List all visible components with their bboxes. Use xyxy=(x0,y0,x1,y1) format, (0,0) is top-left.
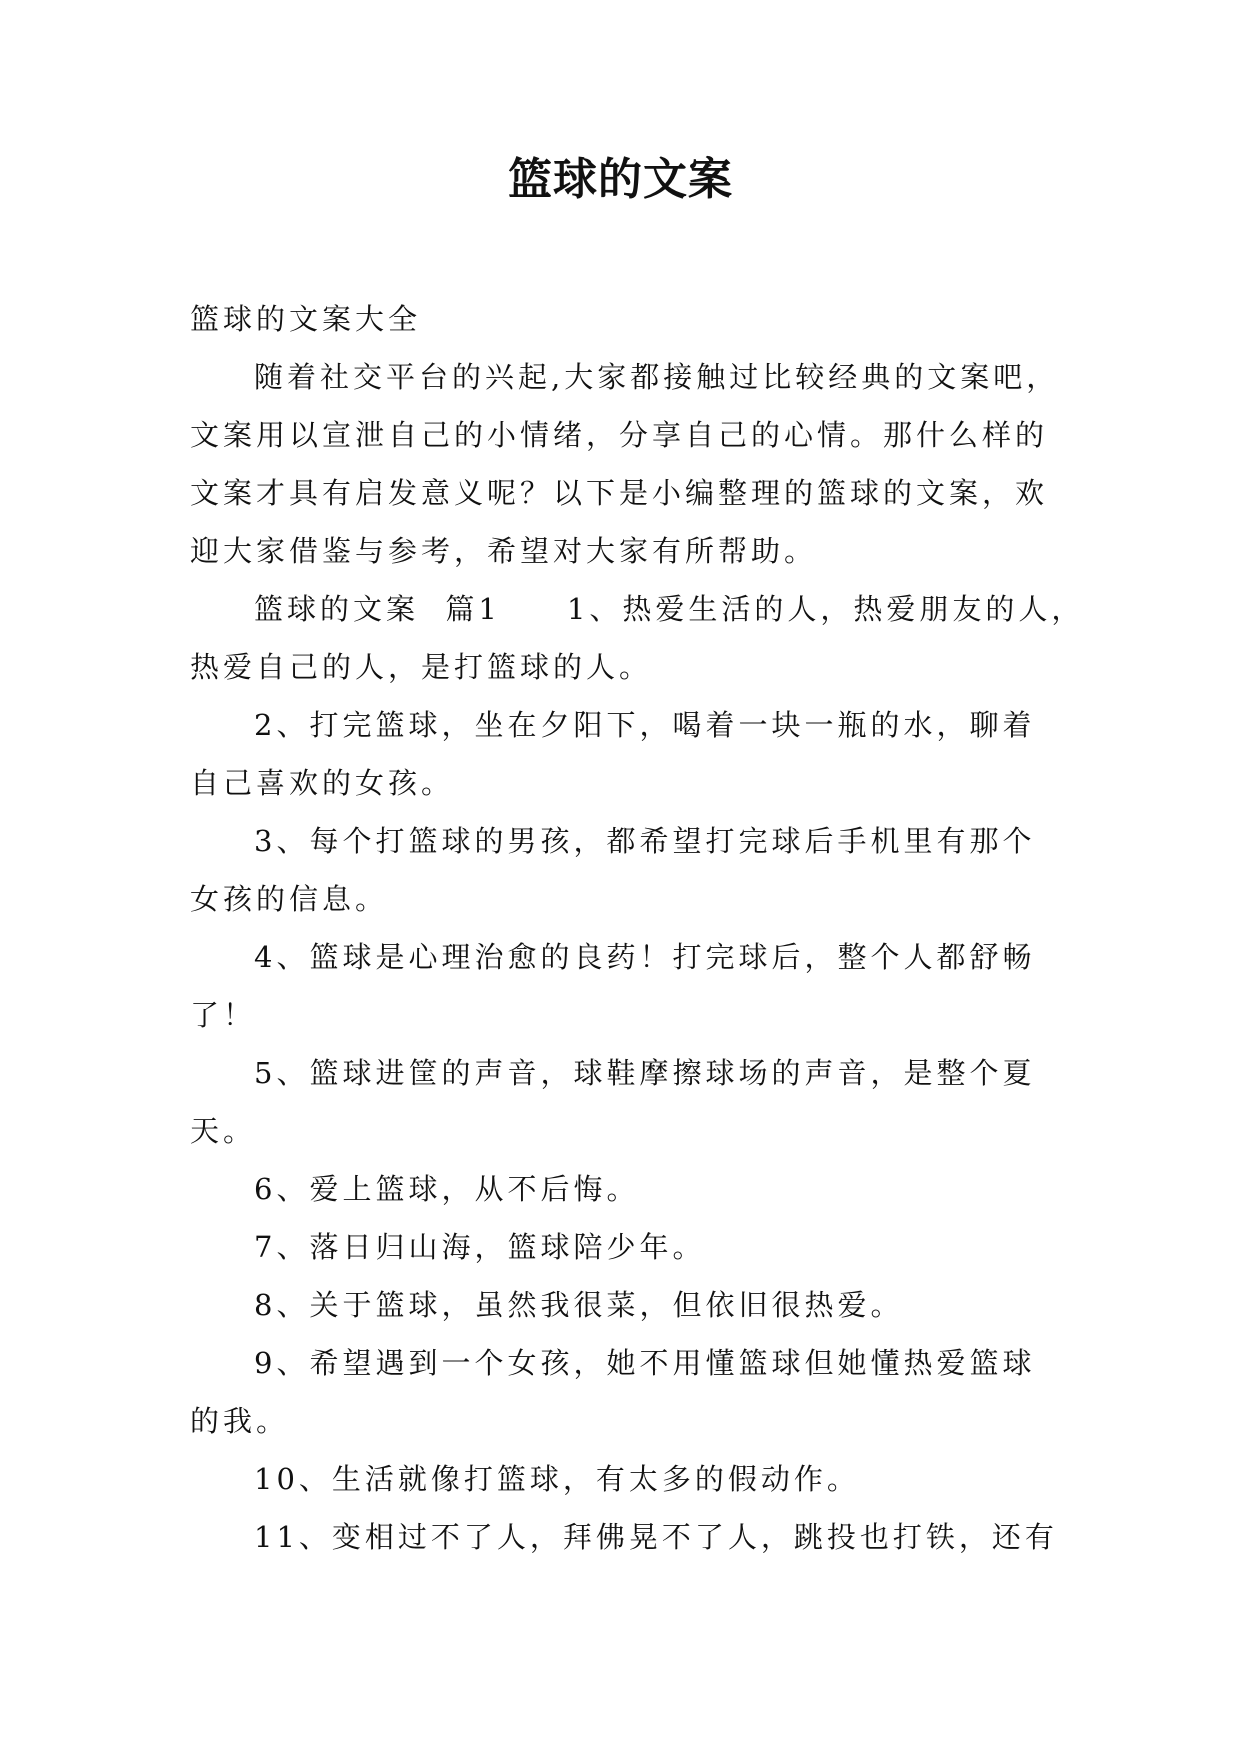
document-body xyxy=(190,290,1085,1566)
text-line: 热爱自己的人，是打篮球的人。 xyxy=(190,650,653,684)
text-line: 9、希望遇到一个女孩，她不用懂篮球但她懂热爱篮球 xyxy=(254,1346,1036,1380)
text-line: 4、篮球是心理治愈的良药！打完球后，整个人都舒畅 xyxy=(254,940,1036,974)
text-line: 3、每个打篮球的男孩，都希望打完球后手机里有那个 xyxy=(254,824,1036,858)
text-line: 的我。 xyxy=(190,1404,290,1438)
text-line: 女孩的信息。 xyxy=(190,882,389,916)
text-line: 篮球的文案 篇1 1、热爱生活的人，热爱朋友的人， xyxy=(254,592,1085,626)
text-line: 7、落日归山海，篮球陪少年。 xyxy=(254,1230,706,1264)
text-line: 文案用以宣泄自己的小情绪，分享自己的心情。那什么样的 xyxy=(190,418,1049,452)
text-line: 5、篮球进筐的声音，球鞋摩擦球场的声音，是整个夏 xyxy=(254,1056,1036,1090)
text-line: 11、变相过不了人，拜佛晃不了人，跳投也打铁，还有 xyxy=(254,1520,1058,1554)
text-line: 天。 xyxy=(190,1114,257,1148)
text-line: 10、生活就像打篮球，有太多的假动作。 xyxy=(254,1462,860,1496)
text-line: 迎大家借鉴与参考，希望对大家有所帮助。 xyxy=(190,534,818,568)
text-line: 随着社交平台的兴起,大家都接触过比较经典的文案吧， xyxy=(254,360,1060,394)
page-title: 篮球的文案 xyxy=(508,154,733,205)
text-line: 8、关于篮球，虽然我很菜，但依旧很热爱。 xyxy=(254,1288,904,1322)
text-line: 文案才具有启发意义呢？以下是小编整理的篮球的文案，欢 xyxy=(190,476,1049,510)
text-line: 6、爱上篮球，从不后悔。 xyxy=(254,1172,640,1206)
text-line: 2、打完篮球，坐在夕阳下，喝着一块一瓶的水，聊着 xyxy=(254,708,1036,742)
text-line: 自己喜欢的女孩。 xyxy=(190,766,455,800)
text-line: 了！ xyxy=(190,998,257,1032)
section-heading: 篮球的文案大全 xyxy=(190,302,422,336)
